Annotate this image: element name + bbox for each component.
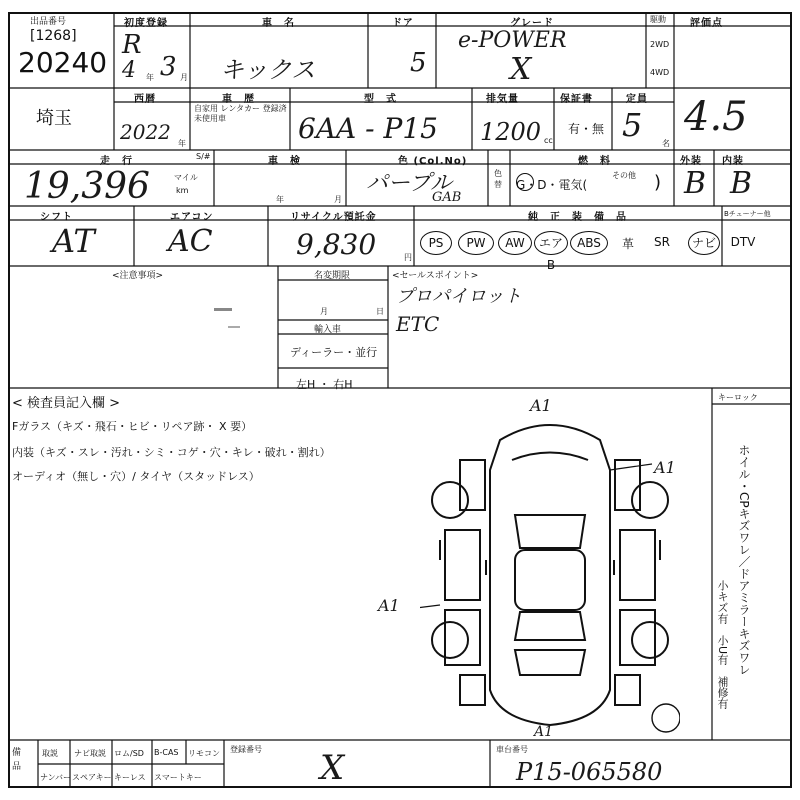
- inspector-line-audio: オーディオ（無し・穴）/ タイヤ（スタッドレス）: [12, 470, 260, 483]
- item-spare-key: スペアキー: [72, 773, 112, 782]
- equip-leather: 革: [621, 237, 634, 251]
- first-reg-label: 初度登録: [124, 18, 168, 29]
- score-value: 4.5: [684, 94, 748, 140]
- year-unit: 年: [146, 73, 154, 82]
- equip-aw: AW: [498, 231, 532, 255]
- import-label: 輸入車: [314, 325, 342, 335]
- inspection-label: 車 検: [268, 156, 301, 167]
- drive-2wd: 2WD: [650, 40, 670, 49]
- car-name-value: キックス: [220, 56, 316, 84]
- fuel-other-label: その他: [612, 171, 636, 180]
- item-manual: 取説: [42, 749, 58, 758]
- history-label: 車 歴: [222, 94, 255, 105]
- car-name-label: 車 名: [262, 18, 295, 29]
- model-value: 6AA - P15: [298, 112, 438, 145]
- name-change-month: 月: [320, 307, 328, 316]
- history-sub: 自家用 レンタカー 登録済未使用車: [194, 104, 287, 123]
- drive-label: 駆動: [650, 15, 666, 24]
- reg-number-label: 登録番号: [230, 745, 262, 754]
- interior-label: 内装: [722, 156, 744, 167]
- year-value: 4: [122, 58, 136, 83]
- caution-label: <注意事項>: [112, 271, 164, 281]
- keylock-label: キーロック: [718, 393, 758, 402]
- color-change-label: 色替: [494, 169, 502, 189]
- displacement-value: 1200: [480, 118, 542, 146]
- grade-label: グレード: [510, 18, 554, 29]
- warranty-label: 保証書: [560, 94, 593, 105]
- inspection-year-unit: 年: [276, 195, 284, 204]
- equip-airbag: エアB: [534, 231, 568, 255]
- km-unit: km: [176, 186, 189, 195]
- damage-mark-right-door: A1: [654, 458, 676, 477]
- interior-grade-value: B: [730, 166, 753, 201]
- month-unit: 月: [180, 73, 188, 82]
- item-navi-manual: ナビ取説: [74, 749, 106, 758]
- sfs-label: S/#: [196, 152, 211, 161]
- mileage-label: 走 行: [100, 156, 133, 167]
- inspection-month-unit: 月: [334, 195, 342, 204]
- tuner-label: Bチューナー他: [724, 210, 771, 218]
- color-label: 色 (Col.No): [398, 156, 468, 167]
- western-year-value: 2022: [120, 120, 171, 144]
- chassis-number: P15-065580: [516, 758, 663, 786]
- caution-mark: [214, 308, 232, 311]
- item-number: ナンバー: [40, 773, 72, 782]
- fuel-options: G・D・電気(: [516, 178, 588, 192]
- inspector-line-glass: Fガラス（キズ・飛石・ヒビ・リペア跡・ X 要）: [12, 420, 253, 433]
- sales-point-label: <セールスポイント>: [392, 271, 479, 281]
- damage-mark-rear: A1: [534, 724, 554, 740]
- sales-point-2: ETC: [396, 312, 440, 336]
- era-value: R: [122, 30, 142, 60]
- recycle-label: リサイクル預託金: [290, 212, 377, 223]
- door-value: 5: [410, 48, 427, 78]
- name-change-label: 名変期限: [314, 271, 351, 281]
- equip-dtv: DTV: [730, 235, 756, 249]
- lot-sub-number: [1268]: [30, 28, 77, 44]
- grade-top-value: e-POWER: [458, 28, 567, 53]
- color-name-value: パープル: [366, 171, 453, 196]
- recycle-unit: 円: [404, 253, 412, 262]
- lot-label: 出品番号: [30, 17, 67, 27]
- score-label: 評価点: [690, 18, 723, 29]
- exterior-label: 外装: [680, 156, 702, 167]
- name-change-day: 日: [376, 307, 384, 316]
- western-year-label: 西暦: [134, 94, 156, 105]
- color-code-value: GAB: [432, 190, 462, 205]
- item-bcas: B-CAS: [154, 748, 179, 757]
- inspector-label: < 検査員記入欄 >: [12, 396, 121, 411]
- item-rom-sd: ロム/SD: [114, 749, 144, 758]
- accessories-label: 備 品: [12, 748, 31, 772]
- month-value: 3: [160, 52, 177, 82]
- mileage-value: 19,396: [24, 166, 150, 207]
- shift-value: AT: [52, 222, 95, 260]
- equip-ps: PS: [420, 231, 452, 255]
- equip-abs: ABS: [570, 231, 608, 255]
- aircon-value: AC: [168, 224, 213, 259]
- grade-bottom-value: X: [510, 52, 532, 87]
- equip-sunroof: SR: [654, 235, 670, 249]
- side-notes-2: 小キズ有 小U有 補修有: [716, 580, 729, 710]
- equipment-label: 純 正 装 備 品: [528, 212, 627, 223]
- item-keyless: キーレス: [114, 773, 146, 782]
- capacity-value: 5: [622, 106, 643, 144]
- recycle-value: 9,830: [296, 228, 377, 261]
- handle-side: 左H ・ 右H: [296, 378, 353, 391]
- mile-unit: マイル: [174, 173, 198, 182]
- equip-navi: ナビ: [688, 231, 720, 255]
- drive-4wd: 4WD: [650, 68, 670, 77]
- fuel-g-circle: [516, 173, 534, 191]
- damage-mark-left: A1: [378, 596, 400, 615]
- chassis-label: 車台番号: [496, 745, 528, 754]
- car-diagram: [420, 400, 680, 740]
- equip-pw: PW: [458, 231, 494, 255]
- lot-number: 20240: [18, 46, 108, 79]
- western-year-unit: 年: [178, 139, 186, 148]
- capacity-label: 定員: [626, 94, 648, 105]
- aircon-label: エアコン: [170, 212, 214, 223]
- capacity-unit: 名: [662, 139, 670, 148]
- exterior-grade-value: B: [684, 166, 707, 201]
- reg-number-mark: X: [320, 748, 345, 788]
- fuel-close-paren: ): [654, 172, 662, 193]
- caution-mark-2: [228, 326, 240, 328]
- warranty-value: 有・無: [568, 122, 605, 136]
- displacement-unit: cc: [544, 136, 553, 145]
- shift-label: シフト: [40, 212, 73, 223]
- item-remote: リモコン: [188, 749, 220, 758]
- model-label: 型 式: [364, 94, 397, 105]
- displacement-label: 排気量: [486, 94, 519, 105]
- inspector-line-interior: 内装（キズ・スレ・汚れ・シミ・コゲ・穴・キレ・破れ・割れ）: [12, 446, 331, 459]
- fuel-label: 燃 料: [578, 156, 611, 167]
- import-type: ディーラー・並行: [290, 346, 378, 359]
- region-value: 埼玉: [36, 108, 72, 129]
- item-smart-key: スマートキー: [154, 773, 202, 782]
- damage-mark-front: A1: [530, 396, 552, 415]
- door-label: ドア: [392, 18, 414, 29]
- sales-point-1: プロパイロット: [396, 286, 522, 307]
- side-notes: ホイル・CPキズワレ／ドアミラーキズワレ: [737, 444, 751, 676]
